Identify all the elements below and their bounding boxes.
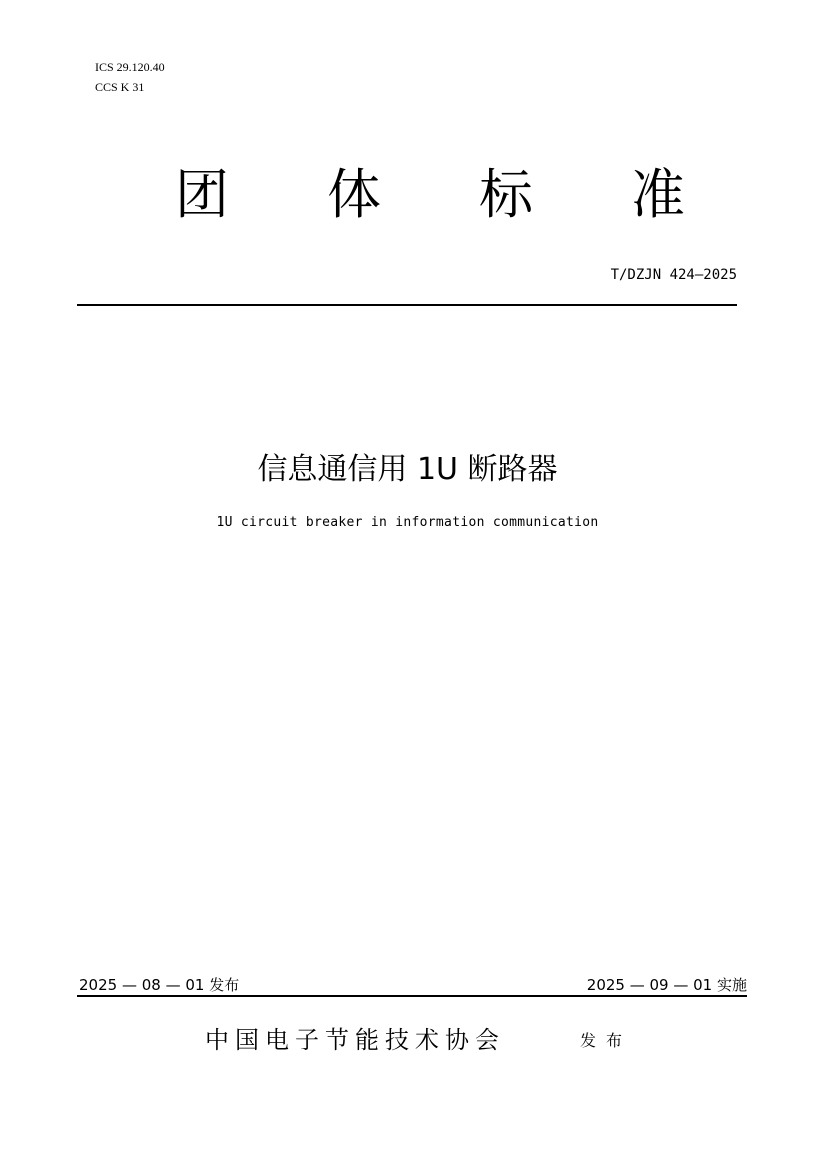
implementation-date: 2025 — 09 — 01 实施 <box>586 976 747 994</box>
document-title-en: 1U circuit breaker in information communication <box>216 515 599 530</box>
standard-type-char: 团 <box>175 163 229 226</box>
issue-action-label: 发布 <box>580 1031 633 1050</box>
ics-code: ICS 29.120.40 <box>95 60 165 74</box>
standard-code: T/DZJN 424—2025 <box>610 267 737 283</box>
ccs-code: CCS K 31 <box>95 80 145 94</box>
footer-divider <box>77 995 747 997</box>
header-divider <box>77 304 737 306</box>
standard-type-title <box>175 162 685 228</box>
standard-type-char: 准 <box>631 163 685 226</box>
issuing-organization: 中国电子节能技术协会 <box>205 1026 505 1054</box>
standard-type-char: 体 <box>327 163 381 226</box>
standard-type-char: 标 <box>479 163 533 226</box>
document-title-cn: 信息通信用 1U 断路器 <box>257 452 558 487</box>
publish-date: 2025 — 08 — 01 发布 <box>79 976 240 994</box>
